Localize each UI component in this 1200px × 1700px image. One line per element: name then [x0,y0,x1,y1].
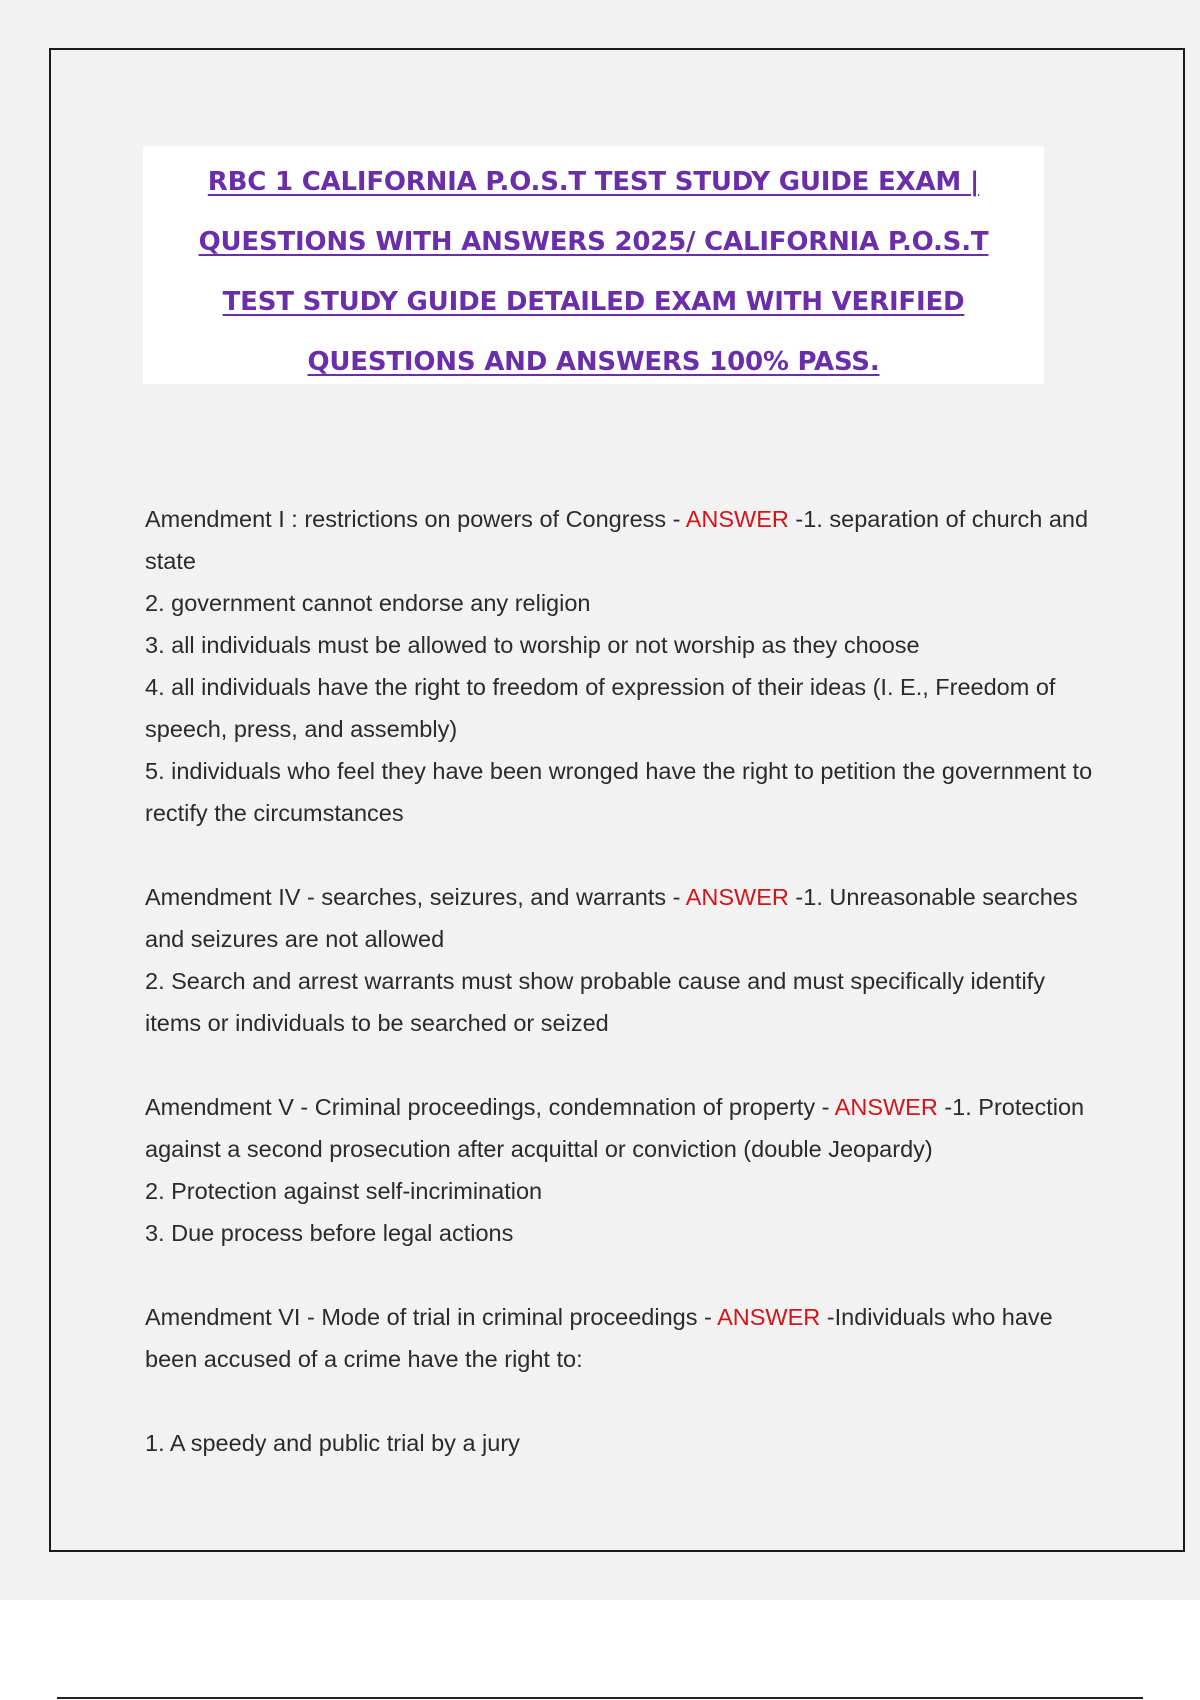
question-text: Amendment IV - searches, seizures, and warrants - [145,884,686,910]
answer-label: ANSWER [717,1304,821,1330]
answer-point: 1. A speedy and public trial by a jury [145,1430,520,1456]
answer-text: -1. Unreasonable searches and seizures are not allowed [145,884,1078,952]
qa-amendment-1 [145,498,1105,834]
question-line [145,876,1105,960]
answer-point: 5. individuals who feel they have been wronged have the right to petition the government to rectify the circumstances [145,758,1093,826]
title-line-3: TEST STUDY GUIDE DETAILED EXAM WITH VERIFIED [222,287,965,317]
qa-amendment-6 [145,1296,1105,1380]
answer-text: -1. Protection against a second prosecution after acquittal or conviction (double Jeopardy) [145,1094,1085,1162]
question-text: Amendment V - Criminal proceedings, condemnation of property - [145,1094,835,1120]
qa-amendment-4 [145,876,1105,1044]
title-box [143,146,1044,384]
qa-amendment-6-points [145,1422,1105,1464]
title-line-4: QUESTIONS AND ANSWERS 100% PASS. [307,347,880,377]
qa-amendment-5 [145,1086,1105,1254]
answer-point: 2. Protection against self-incrimination [145,1178,543,1204]
title-line-2: QUESTIONS WITH ANSWERS 2025/ CALIFORNIA P.O.S.T [198,227,989,257]
question-text: Amendment VI - Mode of trial in criminal proceedings - [145,1304,718,1330]
question-line [145,1086,1105,1170]
answer-label: ANSWER [834,1094,938,1120]
answer-point: 3. Due process before legal actions [145,1220,514,1246]
footer-divider [57,1697,1143,1699]
question-line [145,498,1105,582]
answer-point: 3. all individuals must be allowed to worship or not worship as they choose [145,632,920,658]
answer-point: 2. government cannot endorse any religion [145,590,591,616]
question-text: Amendment I : restrictions on powers of Congress - [145,506,686,532]
question-line [145,1296,1105,1380]
answer-label: ANSWER [685,884,789,910]
document-body [145,498,1105,1506]
answer-label: ANSWER [685,506,789,532]
answer-point: 4. all individuals have the right to freedom of expression of their ideas (I. E., Freedom of speech, press, and assembly) [145,674,1056,742]
answer-point: 2. Search and arrest warrants must show probable cause and must specifically identify items or individuals to be searched or seized [145,968,1045,1036]
answer-text: -Individuals who have been accused of a crime have the right to: [145,1304,1053,1372]
answer-text: -1. separation of church and state [145,506,1089,574]
title-line-1: RBC 1 CALIFORNIA P.O.S.T TEST STUDY GUIDE EXAM | [207,167,980,197]
